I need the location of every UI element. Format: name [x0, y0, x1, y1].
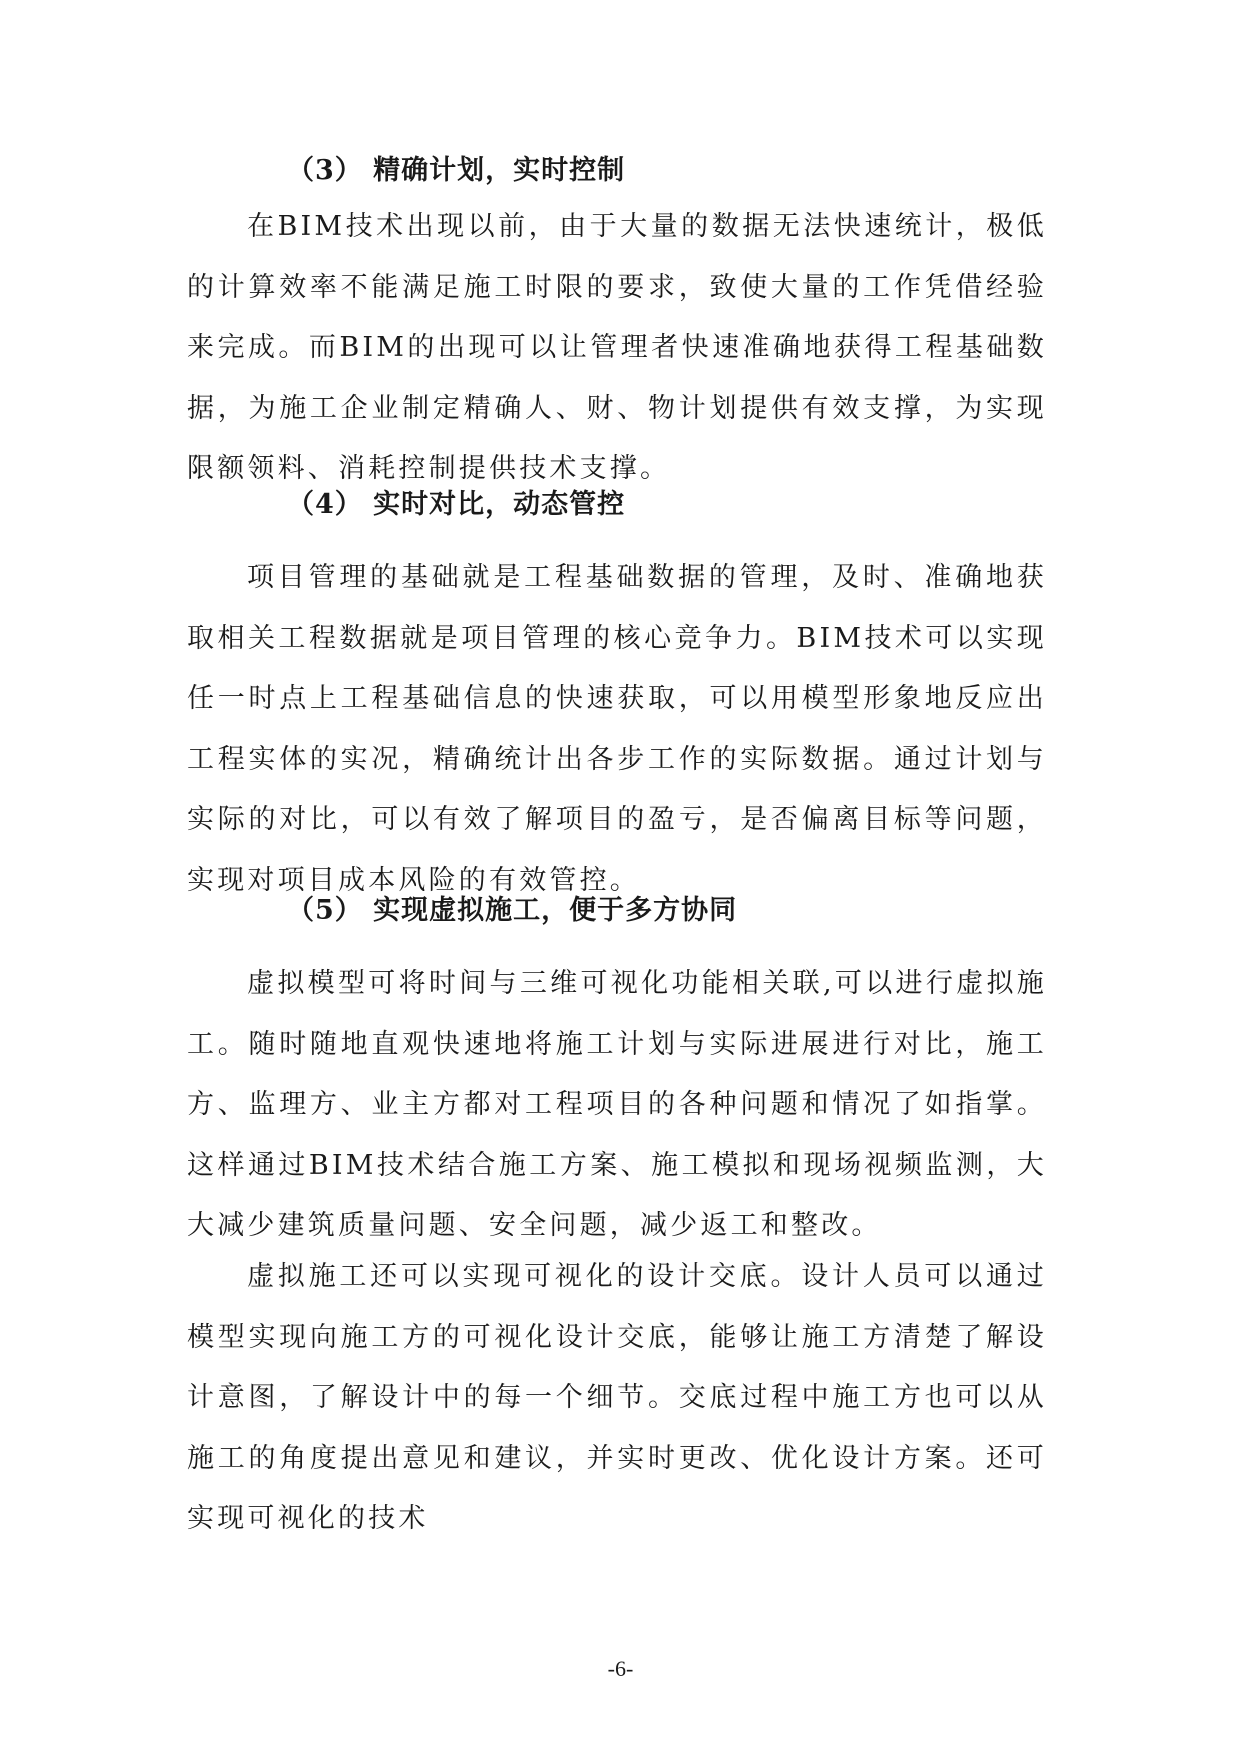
- section-5-paragraph-1: 虚拟模型可将时间与三维可视化功能相关联,可以进行虚拟施工。随时随地直观快速地将施工计划与实际进展进行对比，施工方、监理方、业主方都对工程项目的各种问题和情况了如指掌。这样通过BIM技术结合施工方案、施工模拟和现场视频监测，大大减少建筑质量问题、安全问题，减少返工和整改。: [187, 968, 1047, 1241]
- page-number: -6-: [607, 1656, 634, 1681]
- section-5-paragraph-2: 虚拟施工还可以实现可视化的设计交底。设计人员可以通过模型实现向施工方的可视化设计交底，能够让施工方清楚了解设计意图，了解设计中的每一个细节。交底过程中施工方也可以从施工的角度提出意见和建议，并实时更改、优化设计方案。还可实现可视化的技术: [187, 1261, 1047, 1534]
- section-3-paragraph: 在BIM技术出现以前，由于大量的数据无法快速统计，极低的计算效率不能满足施工时限的要求，致使大量的工作凭借经验来完成。而BIM的出现可以让管理者快速准确地获得工程基础数据，为施工企业制定精确人、财、物计划提供有效支撑，为实现限额领料、消耗控制提供技术支撑。: [187, 211, 1047, 484]
- section-4-paragraph: 项目管理的基础就是工程基础数据的管理，及时、准确地获取相关工程数据就是项目管理的核心竞争力。BIM技术可以实现任一时点上工程基础信息的快速获取，可以用模型形象地反应出工程实体的实况，精确统计出各步工作的实际数据。通过计划与实际的对比，可以有效了解项目的盈亏，是否偏离目标等问题，实现对项目成本风险的有效管控。: [187, 562, 1047, 896]
- section-heading-5: （5） 实现虚拟施工，便于多方协同: [287, 895, 738, 926]
- section-heading-3: （3） 精确计划，实时控制: [287, 155, 626, 186]
- section-heading-4: （4） 实时对比，动态管控: [287, 489, 626, 520]
